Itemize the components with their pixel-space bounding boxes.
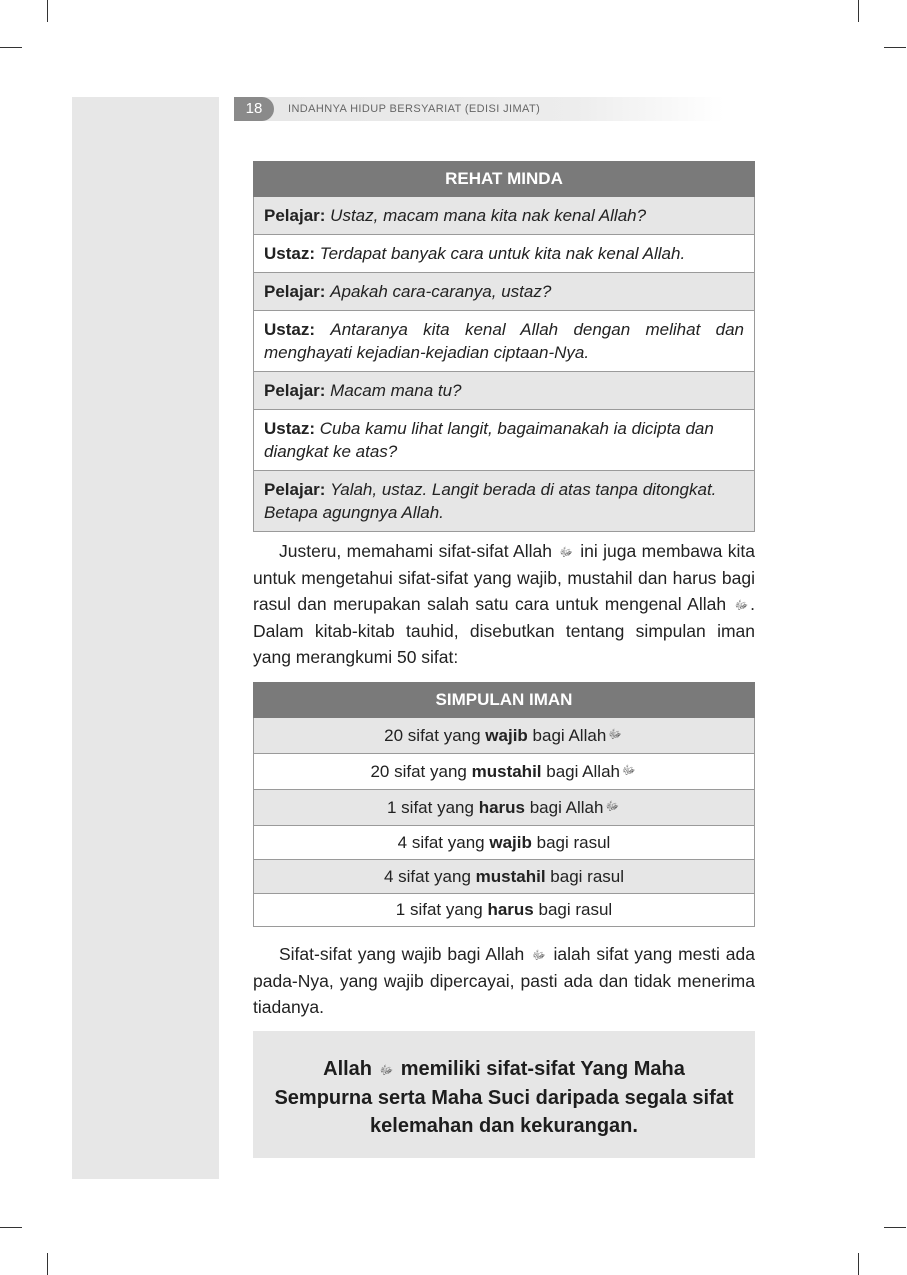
row-emphasis: mustahil (475, 866, 546, 886)
dialog-row (253, 471, 755, 532)
crop-mark (0, 1227, 22, 1228)
table-row (253, 860, 755, 894)
speaker: Pelajar: (264, 381, 326, 400)
dialog-row (253, 273, 755, 311)
paragraph-text: Sifat-sifat yang wajib bagi Allah (279, 944, 525, 964)
simpulan-iman-title: SIMPULAN IMAN (253, 682, 755, 718)
row-text: 4 sifat yang (397, 832, 485, 852)
row-text: bagi Allah (532, 725, 607, 745)
row-text: 1 sifat yang (395, 900, 483, 919)
row-text: 4 sifat yang (383, 866, 471, 886)
crop-mark (47, 1253, 48, 1275)
dialog-text: Yalah, ustaz. Langit berada di atas tanpa ditongkat. Betapa agungnya Allah. (264, 480, 717, 522)
speaker: Ustaz: (264, 244, 316, 263)
crop-mark (0, 47, 22, 48)
dialog-text: Cuba kamu lihat langit, bagaimanakah ia dicipta dan diangkat ke atas? (264, 419, 714, 461)
allah-honorific-icon: ﷻ (621, 763, 636, 777)
side-margin-strip (72, 97, 219, 1179)
speaker: Ustaz: (264, 419, 316, 438)
row-text: 1 sifat yang (387, 797, 474, 817)
allah-honorific-icon: ﷻ (605, 799, 619, 813)
body-paragraph (253, 538, 755, 670)
allah-honorific-icon: ﷻ (734, 598, 749, 612)
table-row (253, 894, 755, 927)
speaker: Pelajar: (264, 206, 326, 225)
table-row (253, 718, 755, 754)
allah-honorific-icon: ﷻ (559, 545, 573, 559)
page-number: 18 (234, 97, 274, 121)
dialog-row (253, 235, 755, 273)
dialog-row (253, 410, 755, 471)
row-emphasis: mustahil (471, 761, 542, 781)
paragraph-text: . Dalam kitab-kitab tauhid, disebutkan tentang simpulan iman yang merangkumi 50 sifat: (253, 594, 755, 667)
callout-text: Allah (323, 1058, 373, 1080)
row-emphasis: harus (487, 900, 534, 919)
dialog-text: Antaranya kita kenal Allah dengan melihat dan menghayati kejadian-kejadian ciptaan-Nya. (264, 320, 744, 362)
allah-honorific-icon: ﷻ (608, 727, 622, 741)
crop-mark (884, 1227, 906, 1228)
dialog-text: Ustaz, macam mana kita nak kenal Allah? (330, 206, 647, 225)
crop-mark (858, 1253, 859, 1275)
row-text: 20 sifat yang (370, 761, 467, 781)
row-emphasis: wajib (489, 832, 532, 852)
row-text: bagi Allah (529, 797, 604, 817)
speaker: Pelajar: (264, 480, 326, 499)
table-row (253, 826, 755, 860)
paragraph-text: ialah sifat yang mesti ada pada-Nya, yang wajib dipercayai, pasti ada dan tidak menerima tiadanya. (253, 944, 755, 1017)
row-text: bagi rasul (538, 900, 613, 919)
callout-text: memiliki sifat-sifat Yang Maha Sempurna serta Maha Suci daripada segala sifat kelemahan dan kekurangan. (274, 1058, 734, 1137)
dialog-row (253, 197, 755, 235)
row-text: bagi Allah (546, 761, 620, 781)
table-row (253, 754, 755, 790)
simpulan-iman-table (253, 682, 755, 927)
paragraph-text: ini juga membawa kita untuk mengetahui sifat-sifat yang wajib, mustahil dan harus bagi rasul dan merupakan salah satu cara untuk mengenal Allah (253, 541, 755, 614)
crop-mark (47, 0, 48, 22)
row-emphasis: harus (478, 797, 525, 817)
row-text: bagi rasul (550, 866, 625, 886)
allah-honorific-icon: ﷻ (379, 1063, 394, 1077)
crop-mark (858, 0, 859, 22)
table-row (253, 790, 755, 826)
dialog-text: Macam mana tu? (330, 381, 462, 400)
crop-mark (884, 47, 906, 48)
dialog-text: Apakah cara-caranya, ustaz? (330, 282, 552, 301)
paragraph-text: Justeru, memahami sifat-sifat Allah (279, 541, 552, 561)
body-paragraph (253, 941, 755, 1020)
row-text: 20 sifat yang (384, 725, 481, 745)
allah-honorific-icon: ﷻ (532, 948, 546, 962)
row-text: bagi rasul (536, 832, 611, 852)
rehat-minda-table (253, 161, 755, 532)
row-emphasis: wajib (485, 725, 528, 745)
dialog-row (253, 311, 755, 372)
speaker: Ustaz: (264, 320, 316, 339)
rehat-minda-title: REHAT MINDA (253, 161, 755, 197)
dialog-row (253, 372, 755, 410)
callout-box (253, 1031, 755, 1158)
speaker: Pelajar: (264, 282, 326, 301)
dialog-text: Terdapat banyak cara untuk kita nak kenal Allah. (319, 244, 686, 263)
running-title: INDAHNYA HIDUP BERSYARIAT (EDISI JIMAT) (288, 103, 541, 115)
